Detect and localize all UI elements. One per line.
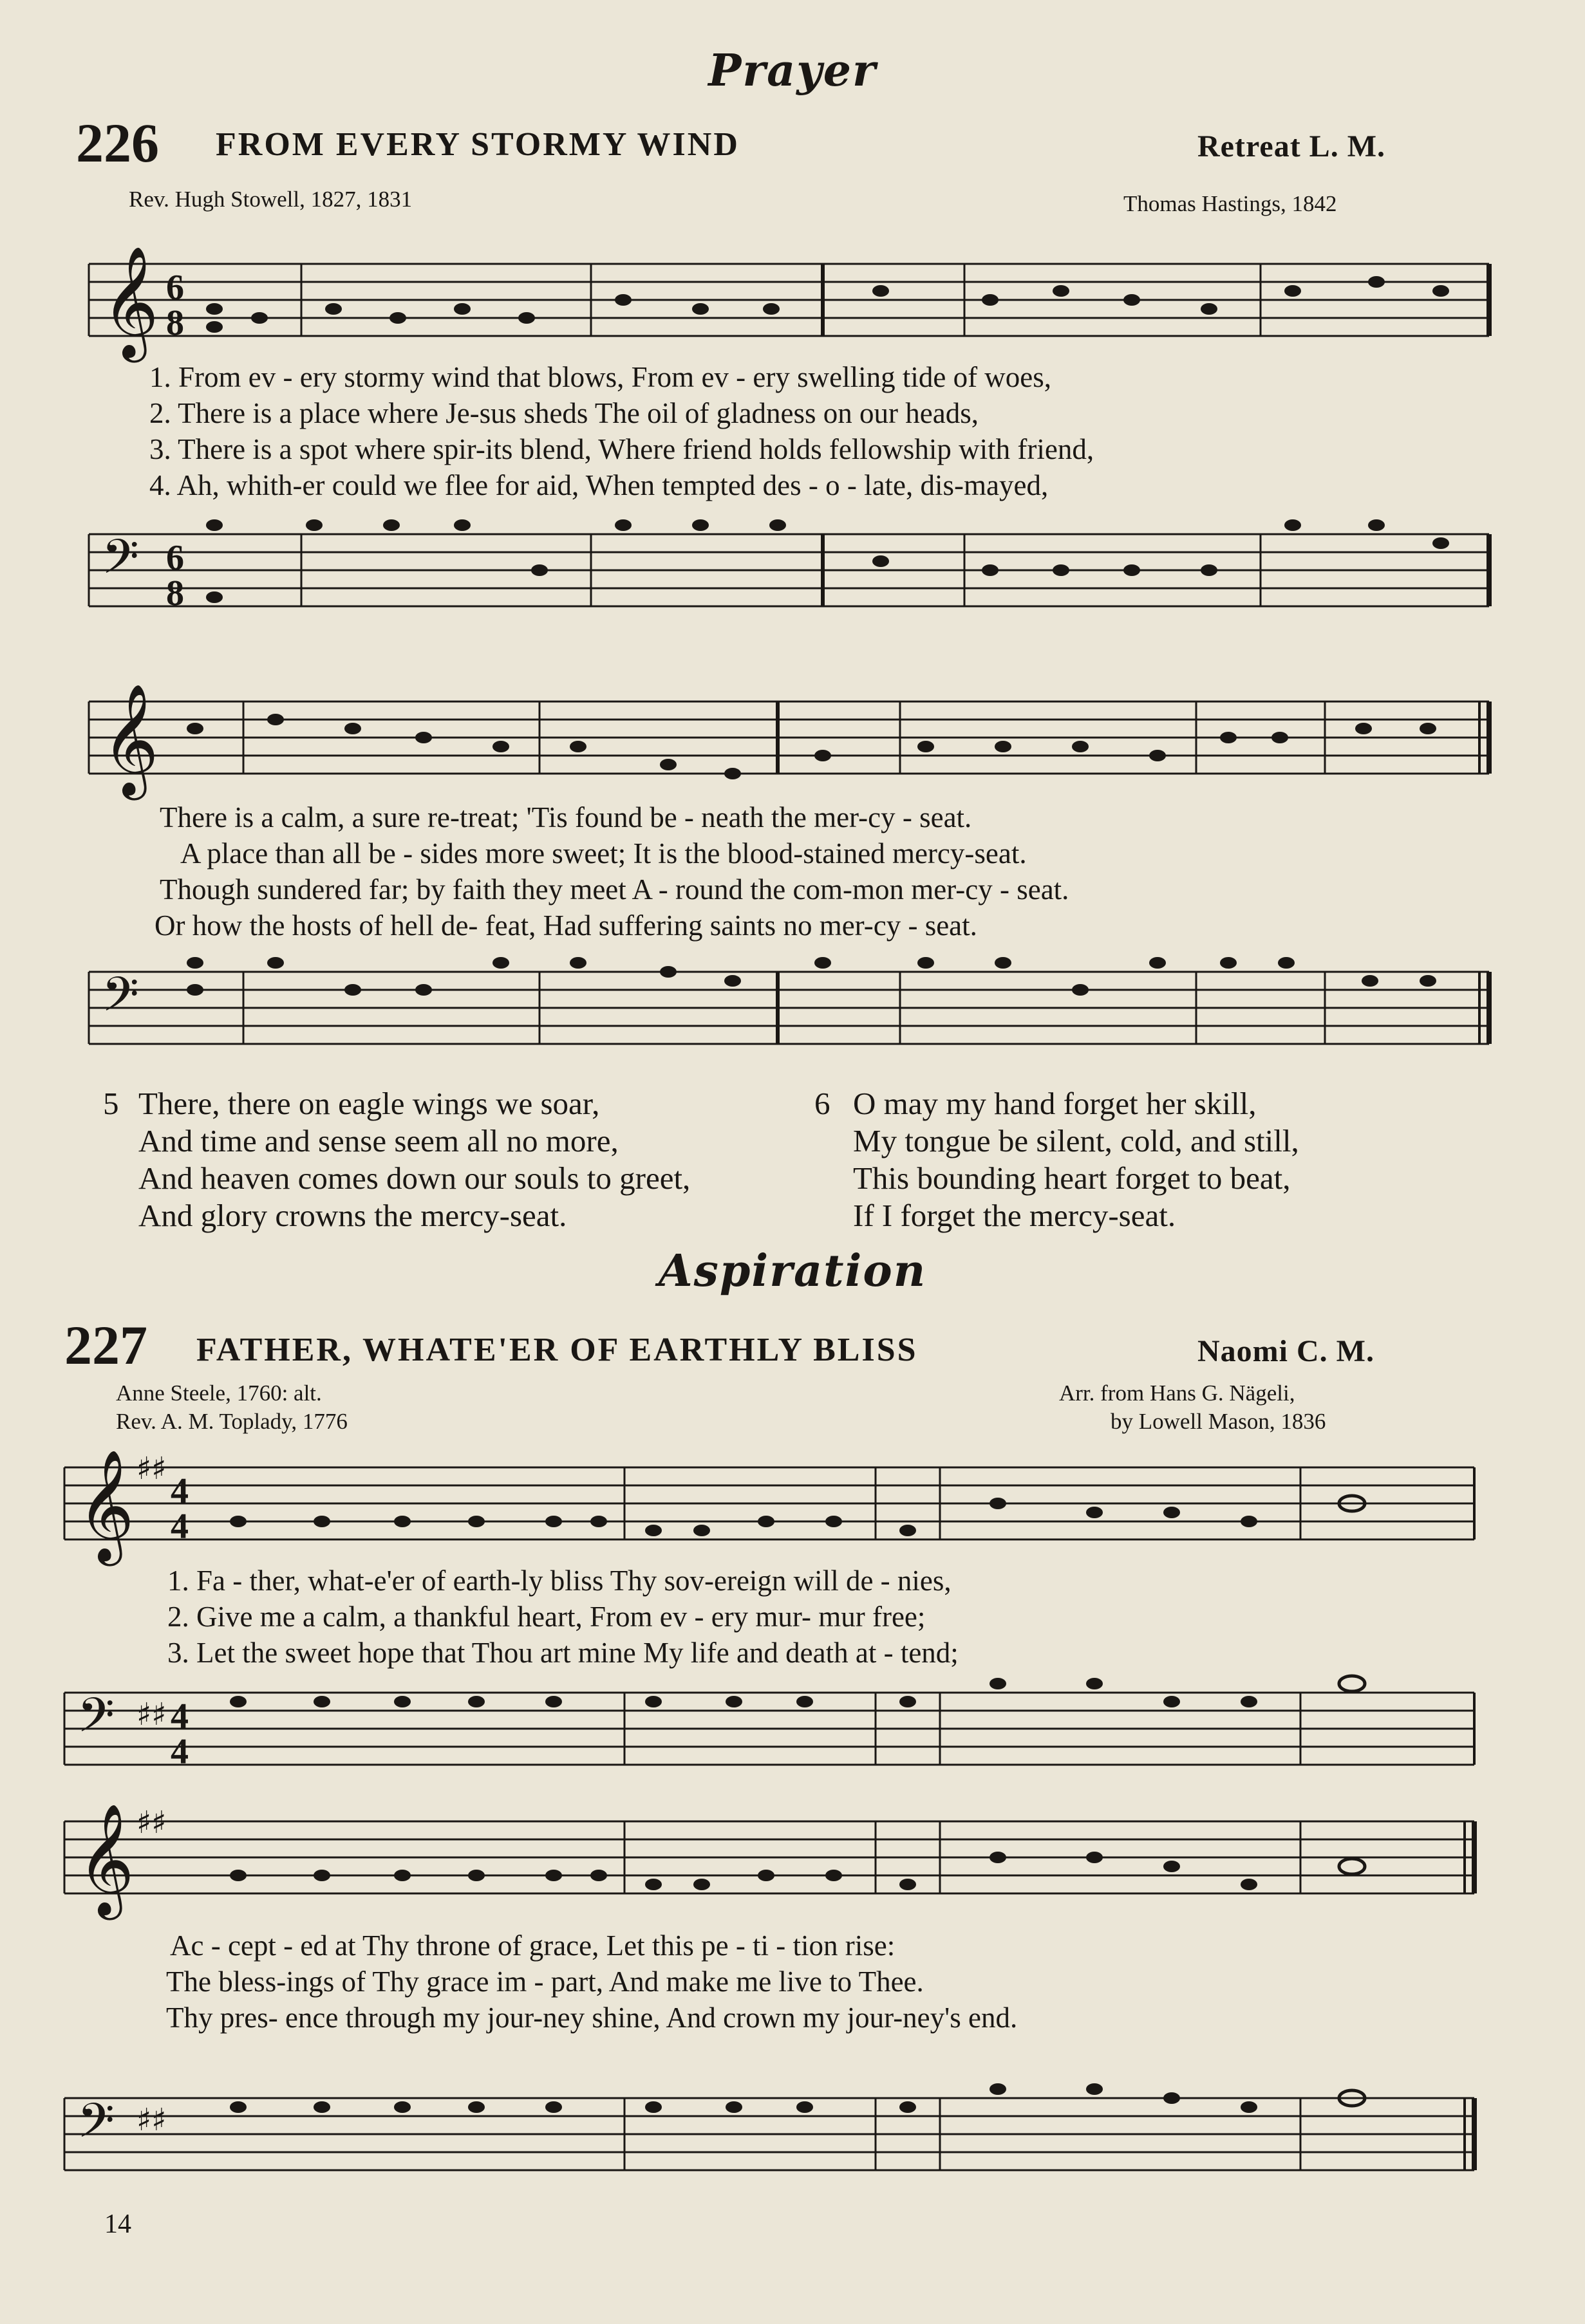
stanza-number: 6 [814, 1086, 830, 1121]
music-staff-bass [76, 953, 1492, 1081]
lyric-line: 2. There is a place where Je-sus sheds The oil of gladness on our heads, [149, 397, 979, 429]
svg-text:6: 6 [166, 538, 184, 578]
lyric-line: 3. There is a spot where spir-its blend, Where friend holds fellowship with friend, [149, 433, 1094, 465]
lyric-line: Though sundered far; by faith they meet A - round the com-mon mer-cy - seat. [160, 873, 1069, 906]
lyric-line: 1. From ev - ery stormy wind that blows, From ev - ery swelling tide of woes, [149, 361, 1052, 393]
svg-text:𝄞: 𝄞 [102, 246, 159, 358]
svg-text:𝄢: 𝄢 [102, 967, 139, 1034]
music-staff-treble [52, 1802, 1487, 1931]
music-staff-bass [76, 515, 1492, 644]
music-staff-treble [52, 1448, 1487, 1577]
stanza-line: And heaven comes down our souls to greet, [138, 1160, 691, 1196]
stanza-number: 5 [103, 1086, 119, 1121]
author-credit: Rev. Hugh Stowell, 1827, 1831 [129, 187, 413, 212]
music-staff-bass [52, 2079, 1487, 2208]
svg-text:𝄢: 𝄢 [77, 2093, 115, 2161]
tune-name: Retreat L. M. [1197, 129, 1385, 163]
svg-text:♯♯: ♯♯ [136, 2102, 167, 2138]
lyric-line: Ac - cept - ed at Thy throne of grace, Let this pe - ti - tion rise: [170, 1929, 896, 1962]
svg-text:♯♯: ♯♯ [136, 1697, 167, 1733]
lyric-line: Or how the hosts of hell de- feat, Had suffering saints no mer-cy - seat. [155, 909, 977, 942]
lyric-line: There is a calm, a sure re-treat; 'Tis found be - neath the mer-cy - seat. [160, 801, 972, 833]
svg-text:4: 4 [171, 1507, 189, 1547]
svg-text:♯♯: ♯♯ [136, 1451, 167, 1487]
svg-text:6: 6 [166, 268, 184, 308]
lyric-line: 1. Fa - ther, what-e'er of earth-ly bliss Thy sov-ereign will de - nies, [167, 1565, 952, 1597]
lyric-line: Thy pres- ence through my jour-ney shine, And crown my jour-ney's end. [166, 2002, 1018, 2034]
hymn-number: 227 [64, 1314, 147, 1376]
svg-text:𝄢: 𝄢 [77, 1687, 115, 1755]
svg-text:𝄞: 𝄞 [102, 683, 159, 795]
lyric-line: A place than all be - sides more sweet; It is the blood-stained mercy-seat. [180, 837, 1027, 869]
svg-text:4: 4 [171, 1732, 189, 1772]
lyric-line: 3. Let the sweet hope that Thou art mine My life and death at - tend; [167, 1637, 959, 1669]
composer-credit: Arr. from Hans G. Nägeli, [1059, 1380, 1295, 1406]
stanza-line: My tongue be silent, cold, and still, [853, 1123, 1299, 1158]
section-title-prayer: Prayer [708, 45, 877, 97]
music-staff-treble [76, 682, 1492, 811]
stanza-line: This bounding heart forget to beat, [853, 1160, 1291, 1196]
composer-credit: by Lowell Mason, 1836 [1111, 1409, 1326, 1434]
lyric-line: The bless-ings of Thy grace im - part, And make me live to Thee. [166, 1966, 924, 1998]
svg-text:𝄢: 𝄢 [102, 529, 139, 597]
author-credit: Anne Steele, 1760: alt. [116, 1380, 322, 1406]
svg-text:𝄞: 𝄞 [77, 1803, 135, 1915]
svg-text:𝄞: 𝄞 [77, 1449, 135, 1561]
hymn-title: FROM EVERY STORMY WIND [216, 126, 740, 163]
hymn-number: 226 [76, 112, 159, 174]
svg-text:4: 4 [171, 1697, 189, 1736]
lyric-line: 4. Ah, whith-er could we flee for aid, When tempted des - o - late, dis-mayed, [149, 469, 1049, 501]
music-staff-treble [76, 245, 1492, 373]
section-title-aspiration: Aspiration [658, 1245, 927, 1297]
page-number: 14 [104, 2209, 131, 2239]
author-credit: Rev. A. M. Toplady, 1776 [116, 1409, 348, 1434]
svg-text:8: 8 [166, 573, 184, 613]
svg-text:♯♯: ♯♯ [136, 1805, 167, 1841]
lyric-line: 2. Give me a calm, a thankful heart, From ev - ery mur- mur free; [167, 1601, 926, 1633]
stanza-line: If I forget the mercy-seat. [853, 1198, 1176, 1233]
hymn-title: FATHER, WHATE'ER OF EARTHLY BLISS [196, 1332, 918, 1368]
stanza-line: There, there on eagle wings we soar, [138, 1086, 600, 1121]
composer-credit: Thomas Hastings, 1842 [1123, 191, 1337, 216]
music-staff-bass [52, 1673, 1487, 1802]
stanza-line: And time and sense seem all no more, [138, 1123, 619, 1158]
stanza-line: And glory crowns the mercy-seat. [138, 1198, 567, 1233]
svg-text:4: 4 [171, 1471, 189, 1511]
stanza-line: O may my hand forget her skill, [853, 1086, 1257, 1121]
tune-name: Naomi C. M. [1197, 1334, 1374, 1368]
svg-text:8: 8 [166, 303, 184, 343]
